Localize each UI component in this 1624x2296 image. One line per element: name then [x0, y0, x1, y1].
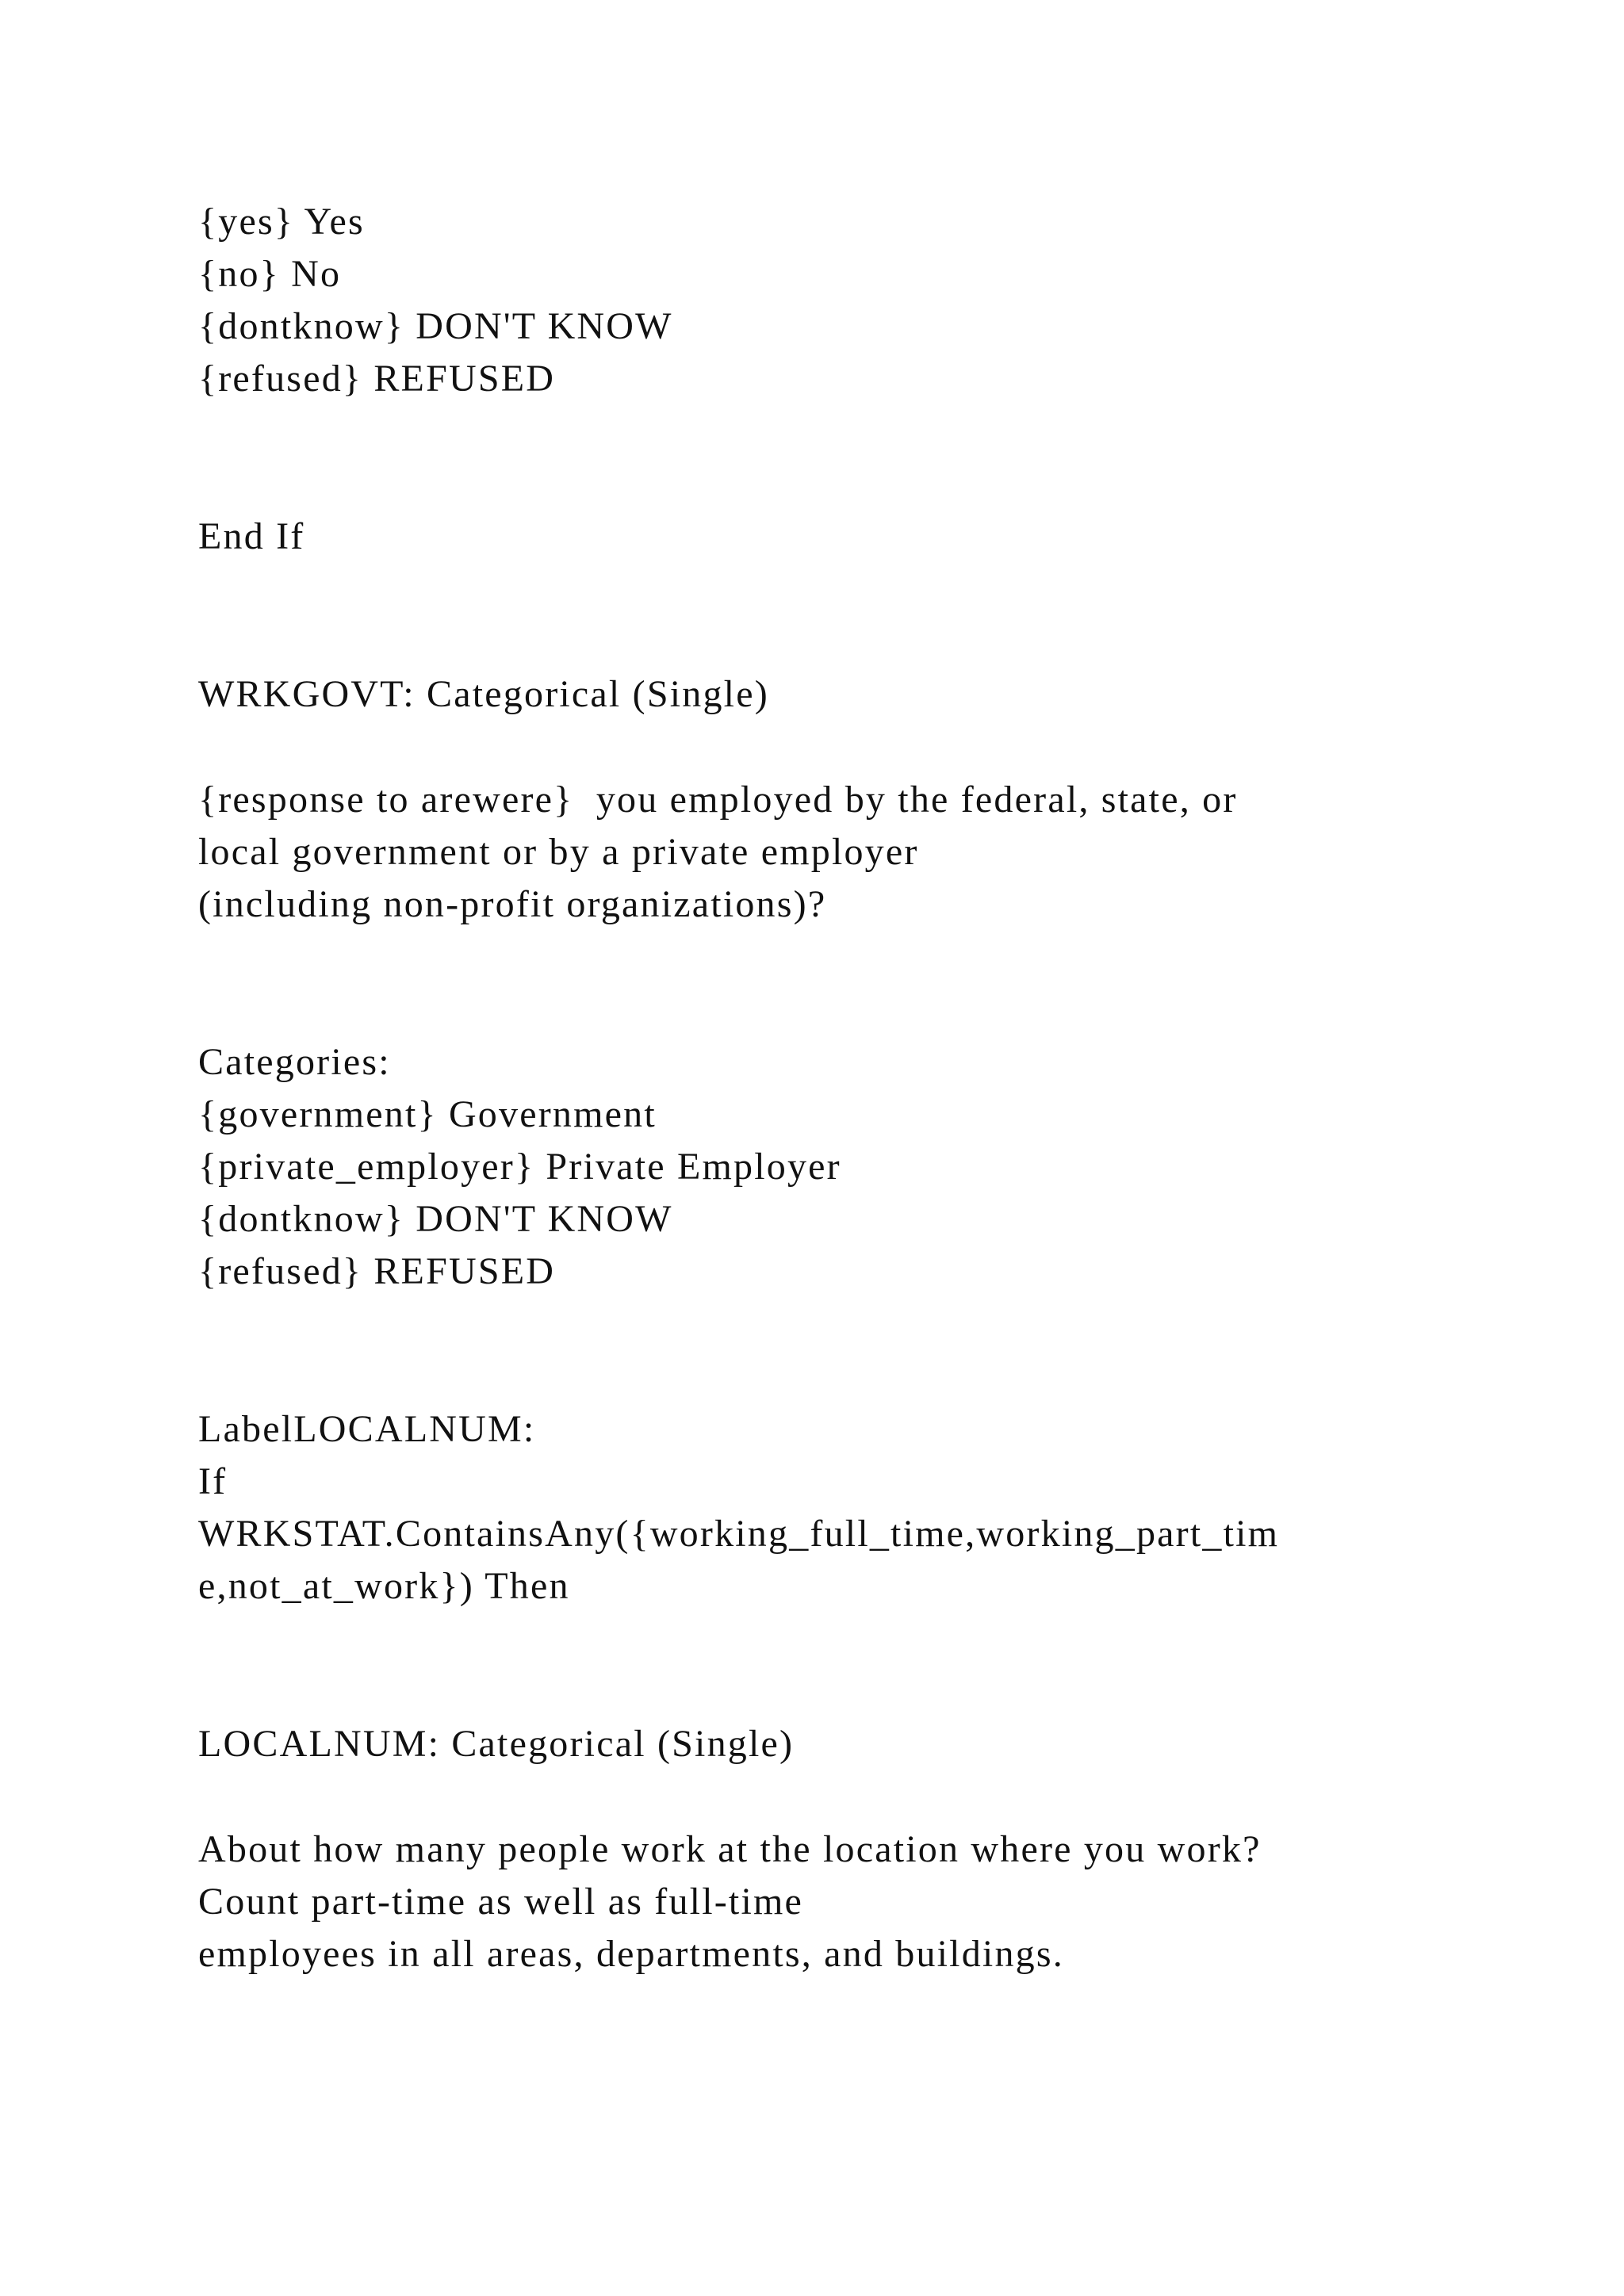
option-refused: {refused} REFUSED: [198, 358, 556, 400]
localnum-question-line-2: Count part-time as well as full-time: [198, 1881, 804, 1923]
option-no: {no} No: [198, 253, 342, 295]
category-refused: {refused} REFUSED: [198, 1250, 556, 1292]
category-government: {government} Government: [198, 1093, 657, 1135]
option-yes: {yes} Yes: [198, 201, 365, 243]
wrkgovt-question-line-3: (including non-profit organizations)?: [198, 883, 827, 925]
condition-line-1: WRKSTAT.ContainsAny({working_full_time,working_part_tim: [198, 1513, 1280, 1555]
end-if-statement: End If: [198, 515, 305, 557]
category-dontknow: {dontknow} DON'T KNOW: [198, 1198, 673, 1240]
wrkgovt-heading: WRKGOVT: Categorical (Single): [198, 673, 769, 715]
condition-line-2: e,not_at_work}) Then: [198, 1565, 570, 1607]
categories-label: Categories:: [198, 1041, 391, 1083]
option-dontknow: {dontknow} DON'T KNOW: [198, 305, 673, 347]
category-private-employer: {private_employer} Private Employer: [198, 1146, 841, 1188]
label-localnum: LabelLOCALNUM:: [198, 1408, 536, 1450]
localnum-question-line-3: employees in all areas, departments, and buildings.: [198, 1933, 1064, 1975]
localnum-question-line-1: About how many people work at the location where you work?: [198, 1828, 1262, 1870]
if-keyword: If: [198, 1460, 228, 1502]
wrkgovt-question-line-1: {response to arewere} you employed by the federal, state, or: [198, 779, 1238, 821]
localnum-heading: LOCALNUM: Categorical (Single): [198, 1723, 795, 1765]
wrkgovt-question-line-2: local government or by a private employer: [198, 831, 919, 873]
